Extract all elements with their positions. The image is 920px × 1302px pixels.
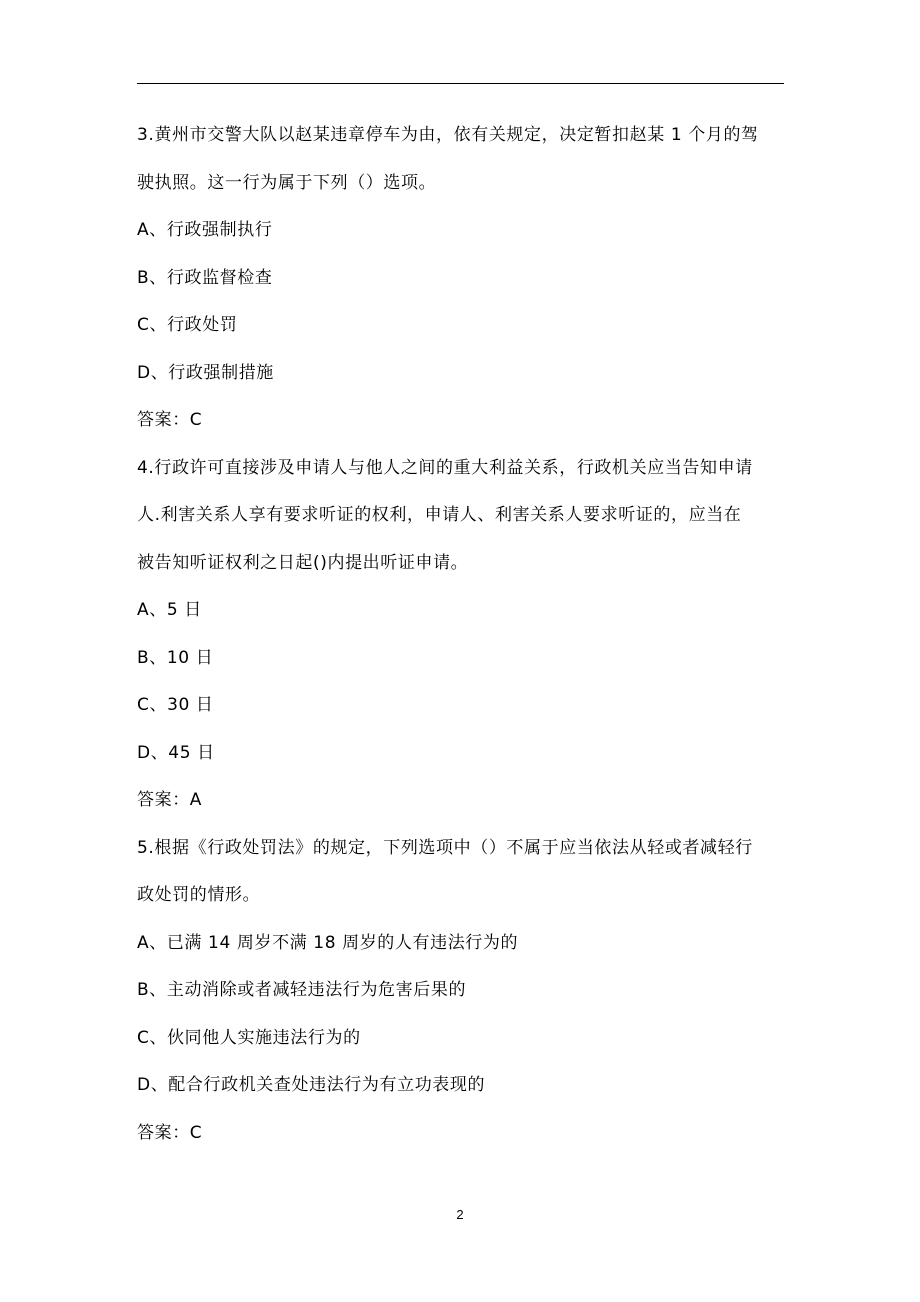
question-stem-line: 4.行政许可直接涉及申请人与他人之间的重大利益关系，行政机关应当告知申请 bbox=[137, 457, 753, 478]
question-stem-line: 被告知听证权利之日起()内提出听证申请。 bbox=[137, 552, 469, 573]
question-4 bbox=[137, 445, 787, 825]
option-a: A、已满 14 周岁不满 18 周岁的人有违法行为的 bbox=[137, 932, 519, 953]
option-a: A、行政强制执行 bbox=[137, 220, 273, 240]
page-number: 2 bbox=[456, 1207, 464, 1222]
question-stem-line: 3.黄州市交警大队以赵某违章停车为由，依有关规定，决定暂扣赵某 1 个月的驾 bbox=[137, 125, 759, 145]
question-stem-line: 驶执照。这一行为属于下列（）选项。 bbox=[137, 172, 437, 193]
option-a: A、5 日 bbox=[137, 600, 202, 620]
question-5 bbox=[137, 825, 787, 1158]
option-b: B、行政监督检查 bbox=[137, 267, 273, 288]
option-d: D、配合行政机关查处违法行为有立功表现的 bbox=[137, 1075, 486, 1095]
option-c: C、伙同他人实施违法行为的 bbox=[137, 1027, 361, 1048]
option-d: D、行政强制措施 bbox=[137, 362, 274, 383]
question-3 bbox=[137, 112, 787, 445]
answer: 答案：C bbox=[137, 410, 203, 430]
question-stem-line: 政处罚的情形。 bbox=[137, 885, 261, 905]
question-stem-line: 5.根据《行政处罚法》的规定，下列选项中（）不属于应当依法从轻或者减轻行 bbox=[137, 837, 753, 858]
option-b: B、10 日 bbox=[137, 647, 214, 668]
question-stem-line: 人.利害关系人享有要求听证的权利，申请人、利害关系人要求听证的，应当在 bbox=[137, 505, 742, 525]
answer: 答案：C bbox=[137, 1122, 203, 1143]
option-d: D、45 日 bbox=[137, 742, 215, 763]
document-body bbox=[137, 112, 787, 1157]
option-b: B、主动消除或者减轻违法行为危害后果的 bbox=[137, 980, 467, 1000]
header-rule bbox=[137, 83, 784, 84]
option-c: C、30 日 bbox=[137, 695, 214, 715]
answer: 答案：A bbox=[137, 790, 203, 810]
option-c: C、行政处罚 bbox=[137, 315, 238, 335]
